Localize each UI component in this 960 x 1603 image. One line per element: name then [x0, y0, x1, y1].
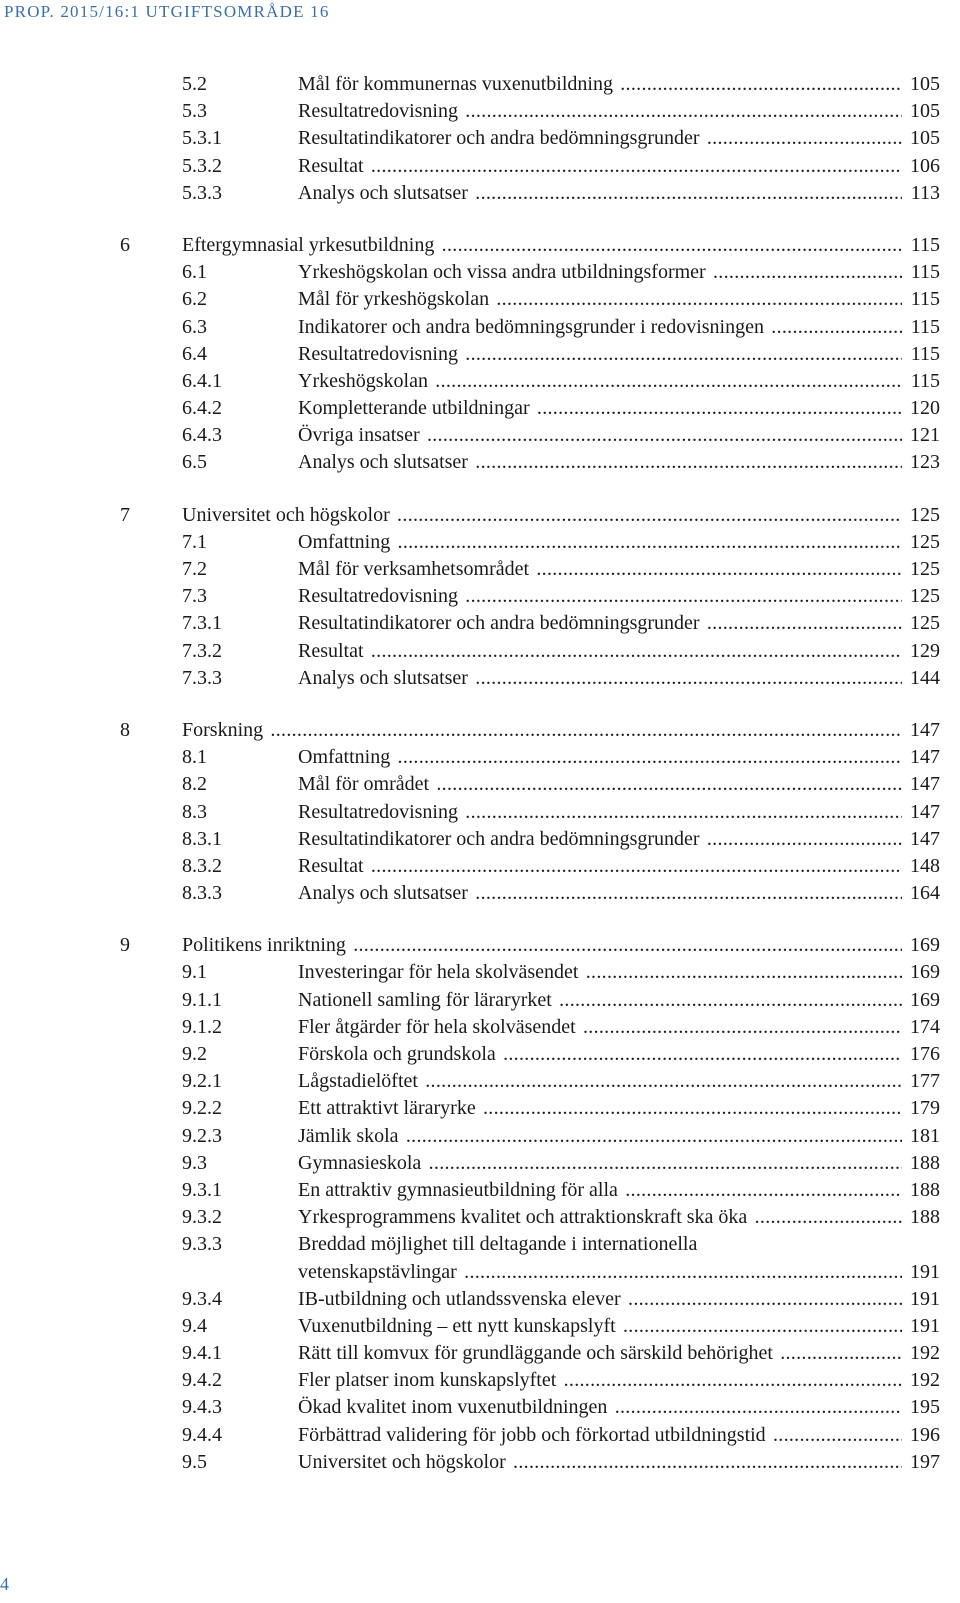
toc-entry-5-3-1 — [120, 125, 940, 152]
toc-entry-8-3-2 — [120, 853, 940, 880]
toc-dot-leader — [298, 1340, 902, 1367]
toc-number: 9.4.2 — [182, 1369, 222, 1392]
toc-dot-leader — [298, 1259, 902, 1286]
toc-title: Fler platser inom kunskapslyftet — [298, 1369, 557, 1392]
toc-entry-8-3-3 — [120, 880, 940, 907]
toc-entry-9-1 — [120, 959, 940, 986]
toc-dot-leader — [298, 1041, 902, 1068]
toc-number: 9 — [120, 934, 130, 957]
toc-page: 147 — [910, 718, 940, 741]
toc-entry-9-2 — [120, 1041, 940, 1068]
toc-entry-9-4-1 — [120, 1340, 940, 1367]
toc-page: 188 — [910, 1178, 940, 1201]
toc-dot-leader — [298, 583, 902, 610]
toc-page: 125 — [910, 585, 940, 608]
toc-dot-leader — [182, 502, 902, 529]
toc-title: Fler åtgärder för hela skolväsendet — [298, 1015, 576, 1038]
toc-title: Resultatindikatorer och andra bedömningsgrunder — [298, 612, 700, 635]
toc-page: 115 — [910, 342, 940, 365]
toc-title: Mål för kommunernas vuxenutbildning — [298, 73, 613, 95]
running-header: PROP. 2015/16:1 UTGIFTSOMRÅDE 16 — [4, 2, 330, 21]
toc-title: Resultat — [298, 854, 364, 877]
toc-dot-leader — [298, 826, 902, 853]
toc-number: 6.5 — [182, 451, 207, 474]
toc-entry-9-2-2 — [120, 1095, 940, 1122]
toc-entry-9-3 — [120, 1150, 940, 1177]
toc-dot-leader — [298, 987, 902, 1014]
toc-page: 115 — [910, 288, 940, 311]
toc-chapter-8 — [120, 717, 940, 744]
toc-dot-leader — [298, 71, 902, 98]
toc-entry-6-4 — [120, 341, 940, 368]
toc-number: 6.4.3 — [182, 424, 222, 447]
toc-page: 115 — [910, 233, 940, 256]
toc-entry-9-3-3 — [120, 1231, 940, 1258]
toc-number: 8.3.1 — [182, 827, 222, 850]
toc-page: 125 — [910, 503, 940, 526]
toc-title: Övriga insatser — [298, 424, 420, 447]
toc-title: Yrkeshögskolan och vissa andra utbildningsformer — [298, 261, 706, 284]
toc-page: 188 — [910, 1151, 940, 1174]
toc-number: 9.3 — [182, 1151, 207, 1174]
toc-title: Resultatredovisning — [298, 800, 458, 823]
toc-dot-leader — [298, 880, 902, 907]
toc-dot-leader — [182, 232, 902, 259]
toc-page: 147 — [910, 800, 940, 823]
toc-title: vetenskapstävlingar — [298, 1260, 457, 1283]
toc-title: Mål för området — [298, 773, 430, 796]
toc-page: 164 — [910, 882, 940, 905]
toc-entry-9-3-3-continued — [120, 1259, 940, 1286]
toc-number: 8.3.3 — [182, 882, 222, 905]
toc-page: 129 — [910, 639, 940, 662]
toc-number: 6.3 — [182, 315, 207, 338]
toc-chapter-9 — [120, 932, 940, 959]
toc-title: Yrkesprogrammens kvalitet och attraktionskraft ska öka — [298, 1206, 748, 1229]
toc-page: 105 — [910, 100, 940, 123]
toc-number: 8.1 — [182, 746, 207, 769]
toc-entry-9-4-2 — [120, 1367, 940, 1394]
toc-title: Resultat — [298, 639, 364, 662]
toc-number: 6.1 — [182, 261, 207, 284]
toc-number: 8.3.2 — [182, 854, 222, 877]
toc-page: 125 — [910, 530, 940, 553]
toc-entry-7-3-3 — [120, 665, 940, 692]
toc-title: Förskola och grundskola — [298, 1043, 496, 1065]
toc-page: 105 — [910, 73, 940, 95]
toc-dot-leader — [298, 556, 902, 583]
toc-entry-9-5 — [120, 1449, 940, 1476]
toc-entry-9-2-1 — [120, 1068, 940, 1095]
toc-title: Resultatindikatorer och andra bedömningsgrunder — [298, 127, 700, 150]
toc-dot-leader — [298, 1313, 902, 1340]
toc-dot-leader — [298, 341, 902, 368]
toc-page: 144 — [910, 666, 940, 689]
toc-dot-leader — [298, 98, 902, 125]
toc-page: 195 — [910, 1396, 940, 1419]
toc-page: 169 — [910, 988, 940, 1011]
toc-title: Ökad kvalitet inom vuxenutbildningen — [298, 1396, 608, 1419]
toc-number: 8 — [120, 718, 130, 741]
toc-entry-5-3-3 — [120, 180, 940, 207]
toc-number: 9.3.2 — [182, 1206, 222, 1229]
toc-dot-leader — [298, 959, 902, 986]
toc-title: Analys och slutsatser — [298, 451, 468, 474]
toc-dot-leader — [298, 771, 902, 798]
toc-dot-leader — [298, 153, 902, 180]
toc-page: 147 — [910, 773, 940, 796]
toc-page: 196 — [910, 1423, 940, 1446]
toc-title: Nationell samling för läraryrket — [298, 988, 552, 1011]
toc-title: Lågstadielöftet — [298, 1070, 418, 1093]
toc-dot-leader — [182, 932, 902, 959]
toc-number: 5.2 — [182, 73, 207, 95]
toc-dot-leader — [298, 422, 902, 449]
toc-page: 115 — [910, 369, 940, 392]
toc-dot-leader — [298, 1286, 902, 1313]
toc-dot-leader — [298, 1204, 902, 1231]
toc-entry-6-1 — [120, 259, 940, 286]
toc-dot-leader — [298, 314, 902, 341]
toc-number: 5.3.3 — [182, 181, 222, 204]
toc-entry-6-2 — [120, 286, 940, 313]
toc-page: 147 — [910, 746, 940, 769]
toc-number: 9.4.3 — [182, 1396, 222, 1419]
toc-entry-9-3-1 — [120, 1177, 940, 1204]
toc-dot-leader — [298, 1068, 902, 1095]
toc-number: 9.2.1 — [182, 1070, 222, 1093]
toc-number: 7.2 — [182, 558, 207, 580]
toc-title: Forskning — [182, 718, 264, 741]
toc-title: Resultatredovisning — [298, 585, 458, 608]
toc-page: 121 — [910, 424, 940, 447]
toc-number: 9.4.1 — [182, 1342, 222, 1365]
toc-page: 192 — [910, 1342, 940, 1365]
toc-number: 6.4.2 — [182, 397, 222, 420]
toc-title: Vuxenutbildning – ett nytt kunskapslyft — [298, 1314, 616, 1337]
toc-entry-9-4-4 — [120, 1422, 940, 1449]
toc-number: 9.4.4 — [182, 1423, 222, 1446]
toc-title: Ett attraktivt läraryrke — [298, 1097, 476, 1120]
toc-page: 197 — [910, 1450, 940, 1473]
toc-page: 123 — [910, 451, 940, 474]
toc-entry-8-2 — [120, 771, 940, 798]
toc-title: Gymnasieskola — [298, 1151, 422, 1174]
toc-page: 120 — [910, 397, 940, 420]
toc-page: 147 — [910, 827, 940, 850]
toc-entry-6-5 — [120, 449, 940, 476]
toc-number: 7 — [120, 503, 130, 526]
toc-entry-9-4-3 — [120, 1394, 940, 1421]
toc-number: 9.1 — [182, 961, 207, 984]
toc-dot-leader — [298, 853, 902, 880]
toc-entry-9-1-1 — [120, 987, 940, 1014]
toc-number: 5.3 — [182, 100, 207, 123]
toc-page: 174 — [910, 1015, 940, 1038]
toc-page: 192 — [910, 1369, 940, 1392]
toc-number: 7.3 — [182, 585, 207, 608]
toc-entry-5-2 — [120, 71, 940, 98]
toc-page: 106 — [910, 154, 940, 177]
toc-page: 177 — [910, 1070, 940, 1093]
toc-page: 181 — [910, 1124, 940, 1147]
toc-dot-leader — [298, 665, 902, 692]
toc-entry-5-3-2 — [120, 153, 940, 180]
toc-dot-leader — [298, 1014, 902, 1041]
toc-entry-7-3-2 — [120, 638, 940, 665]
toc-title: Resultatindikatorer och andra bedömningsgrunder — [298, 827, 700, 850]
toc-number: 7.3.2 — [182, 639, 222, 662]
toc-dot-leader — [298, 1095, 902, 1122]
toc-title: Investeringar för hela skolväsendet — [298, 961, 579, 984]
toc-page: 105 — [910, 127, 940, 150]
toc-title: Rätt till komvux för grundläggande och särskild behörighet — [298, 1342, 773, 1365]
toc-entry-6-4-3 — [120, 422, 940, 449]
toc-number: 9.5 — [182, 1450, 207, 1473]
toc-title: Eftergymnasial yrkesutbildning — [182, 233, 435, 256]
toc-dot-leader — [182, 717, 902, 744]
table-of-contents — [120, 71, 940, 1476]
toc-dot-leader — [298, 529, 902, 556]
toc-number: 6.4 — [182, 342, 207, 365]
toc-entry-8-3-1 — [120, 826, 940, 853]
toc-dot-leader — [298, 1449, 902, 1476]
toc-number: 7.1 — [182, 530, 207, 553]
toc-number: 9.4 — [182, 1314, 207, 1337]
toc-title: Yrkeshögskolan — [298, 369, 428, 392]
toc-page: 115 — [910, 261, 940, 284]
toc-number: 9.2.3 — [182, 1124, 222, 1147]
toc-number: 6.4.1 — [182, 369, 222, 392]
toc-dot-leader — [298, 395, 902, 422]
toc-entry-6-4-2 — [120, 395, 940, 422]
toc-page: 115 — [910, 315, 940, 338]
toc-number: 5.3.2 — [182, 154, 222, 177]
toc-entry-6-3 — [120, 314, 940, 341]
toc-dot-leader — [298, 286, 902, 313]
toc-entry-7-2 — [120, 556, 940, 583]
toc-entry-8-3 — [120, 799, 940, 826]
toc-entry-5-3 — [120, 98, 940, 125]
toc-title: Analys och slutsatser — [298, 666, 468, 689]
toc-entry-9-3-2 — [120, 1204, 940, 1231]
toc-dot-leader — [298, 744, 902, 771]
toc-dot-leader — [298, 368, 902, 395]
toc-entry-8-1 — [120, 744, 940, 771]
toc-title: Jämlik skola — [298, 1124, 399, 1147]
toc-title: Omfattning — [298, 530, 391, 553]
toc-title: En attraktiv gymnasieutbildning för alla — [298, 1178, 618, 1201]
toc-dot-leader — [298, 610, 902, 637]
toc-dot-leader — [298, 449, 902, 476]
toc-page: 191 — [910, 1260, 940, 1283]
toc-entry-9-4 — [120, 1313, 940, 1340]
toc-page: 191 — [910, 1314, 940, 1337]
toc-page: 176 — [910, 1043, 940, 1065]
toc-chapter-7 — [120, 502, 940, 529]
toc-page: 169 — [910, 961, 940, 984]
toc-page: 113 — [910, 181, 940, 204]
toc-title: Universitet och högskolor — [298, 1450, 506, 1473]
toc-number: 9.1.1 — [182, 988, 222, 1011]
toc-number: 9.3.1 — [182, 1178, 222, 1201]
toc-title: Universitet och högskolor — [182, 503, 390, 526]
toc-title: IB-utbildning och utlandssvenska elever — [298, 1287, 621, 1310]
toc-title: Analys och slutsatser — [298, 181, 468, 204]
toc-number: 7.3.1 — [182, 612, 222, 635]
toc-dot-leader — [298, 259, 902, 286]
toc-entry-9-3-4 — [120, 1286, 940, 1313]
toc-dot-leader — [298, 799, 902, 826]
toc-title: Politikens inriktning — [182, 934, 346, 957]
toc-number: 9.3.3 — [182, 1233, 222, 1256]
toc-dot-leader — [298, 1367, 902, 1394]
toc-number: 7.3.3 — [182, 666, 222, 689]
toc-title: Indikatorer och andra bedömningsgrunder i redovisningen — [298, 315, 764, 338]
toc-title: Mål för verksamhetsområdet — [298, 558, 530, 580]
toc-title: Omfattning — [298, 746, 391, 769]
toc-chapter-6 — [120, 232, 940, 259]
toc-title: Resultatredovisning — [298, 342, 458, 365]
toc-dot-leader — [298, 1123, 902, 1150]
toc-entry-7-3-1 — [120, 610, 940, 637]
toc-dot-leader — [298, 1394, 902, 1421]
toc-entry-9-2-3 — [120, 1123, 940, 1150]
toc-title: Analys och slutsatser — [298, 882, 468, 905]
toc-number: 9.2.2 — [182, 1097, 222, 1120]
toc-dot-leader — [298, 638, 902, 665]
toc-number: 9.1.2 — [182, 1015, 222, 1038]
toc-entry-7-3 — [120, 583, 940, 610]
toc-dot-leader — [298, 1177, 902, 1204]
toc-dot-leader — [298, 125, 902, 152]
toc-dot-leader — [298, 1422, 902, 1449]
toc-page: 179 — [910, 1097, 940, 1120]
toc-title: Resultatredovisning — [298, 100, 458, 123]
toc-number: 9.2 — [182, 1043, 207, 1065]
toc-page: 125 — [910, 612, 940, 635]
toc-number: 8.2 — [182, 773, 207, 796]
page-number: 4 — [0, 1574, 9, 1594]
toc-page: 148 — [910, 854, 940, 877]
toc-entry-6-4-1 — [120, 368, 940, 395]
toc-page: 188 — [910, 1206, 940, 1229]
toc-title: Kompletterande utbildningar — [298, 397, 530, 420]
toc-page: 191 — [910, 1287, 940, 1310]
toc-title: Resultat — [298, 154, 364, 177]
toc-number: 9.3.4 — [182, 1287, 222, 1310]
toc-dot-leader — [298, 180, 902, 207]
toc-entry-9-1-2 — [120, 1014, 940, 1041]
toc-page: 125 — [910, 558, 940, 580]
toc-title-first-line: Breddad möjlighet till deltagande i internationella — [298, 1233, 698, 1256]
toc-number: 8.3 — [182, 800, 207, 823]
toc-title: Mål för yrkeshögskolan — [298, 288, 490, 311]
toc-title: Förbättrad validering för jobb och förkortad utbildningstid — [298, 1423, 766, 1446]
toc-page: 169 — [910, 934, 940, 957]
toc-dot-leader — [298, 1150, 902, 1177]
toc-number: 6.2 — [182, 288, 207, 311]
toc-entry-7-1 — [120, 529, 940, 556]
toc-number: 6 — [120, 233, 130, 256]
toc-number: 5.3.1 — [182, 127, 222, 150]
